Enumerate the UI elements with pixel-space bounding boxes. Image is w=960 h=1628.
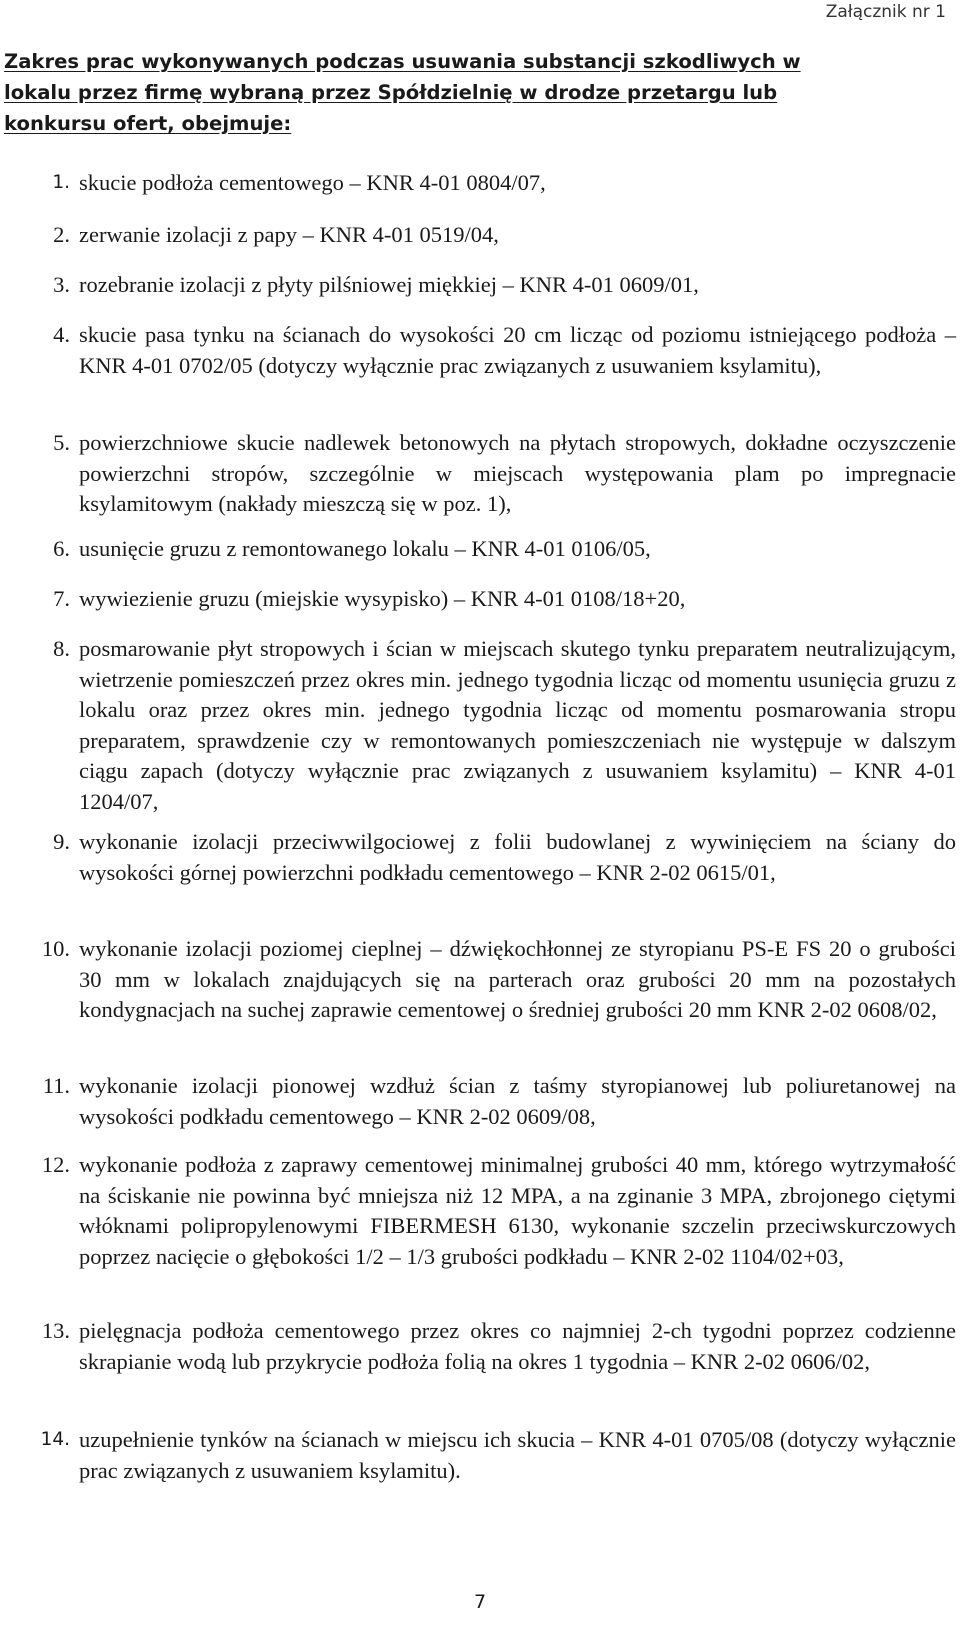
list-item-number: 4. (53, 322, 70, 347)
list-item-text: pielęgnacja podłoża cementowego przez okres co najmniej 2-ch tygodni poprzez codzienne skrapianie wodą lub przykrycie podłoża folią na okres 1 tygodnia – KNR 2-02 0606/02, (79, 1318, 956, 1374)
list-item-number: 1. (52, 172, 70, 193)
page-number: 7 (473, 1591, 487, 1613)
list-item-number: 9. (53, 829, 70, 854)
list-item-number: 3. (53, 272, 70, 297)
list-item-text: wykonanie podłoża z zaprawy cementowej minimalnej grubości 40 mm, którego wytrzymałość na ściskanie nie powinna być mniejsza niż 12 MPA, a na zginanie 3 MPA, zbrojonego ciętymi włóknami polipropylenowymi FIBERMESH 6130, wykonanie szczelin przeciwskurczowych poprzez nacięcie o głębokości 1/2 – 1/3 grubości podkładu – KNR 2-02 1104/02+03, (79, 1152, 956, 1269)
list-item-number: 8. (53, 636, 70, 661)
list-item-text: skucie pasa tynku na ścianach do wysokości 20 cm licząc od poziomu istniejącego podłoża – KNR 4-01 0702/05 (dotyczy wyłącznie prac związanych z usuwaniem ksylamitu), (79, 322, 956, 378)
list-item-text: skucie podłoża cementowego – KNR 4-01 0804/07, (79, 170, 546, 195)
list-item-number: 10. (41, 936, 70, 961)
attachment-label: Załącznik nr 1 (825, 2, 946, 22)
list-item-number: 11. (42, 1073, 70, 1098)
document-heading: Zakres prac wykonywanych podczas usuwania substancji szkodliwych w lokalu przez firmę wybraną przez Spółdzielnię w drodze przetargu lub konkursu ofert, obejmuje: (4, 50, 801, 135)
list-item-number: 12. (41, 1152, 70, 1177)
list-item-text: rozebranie izolacji z płyty pilśniowej miękkiej – KNR 4-01 0609/01, (79, 272, 699, 297)
list-item-text: posmarowanie płyt stropowych i ścian w miejscach skutego tynku preparatem neutralizującym, wietrzenie pomieszczeń przez okres min. jednego tygodnia licząc od momentu usunięcia gruzu z lokalu oraz przez okres min. jednego tygodnia licząc od momentu posmarowania stropu preparatem, sprawdzenie czy w remontowanych pomieszczeniach nie występuje w dalszym ciągu zapach (dotyczy wyłącznie prac związanych z usuwaniem ksylamitu) – KNR 4-01 1204/07, (79, 636, 956, 814)
list-item-number: 14. (40, 1429, 70, 1450)
list-item-text: wykonanie izolacji poziomej cieplnej – dźwiękochłonnej ze styropianu PS-E FS 20 o grubości 30 mm w lokalach znajdujących się na parterach oraz grubości 20 mm na pozostałych kondygnacjach na suchej zaprawie cementowej o średniej grubości 20 mm KNR 2-02 0608/02, (79, 936, 956, 1022)
list-item-number: 13. (41, 1318, 70, 1343)
list-item-text: uzupełnienie tynków na ścianach w miejscu ich skucia – KNR 4-01 0705/08 (dotyczy wyłącznie prac związanych z usuwaniem ksylamitu). (79, 1427, 956, 1483)
list-item-number: 7. (53, 586, 70, 611)
list-item-text: wykonanie izolacji przeciwwilgociowej z folii budowlanej z wywinięciem na ściany do wysokości górnej powierzchni podkładu cementowego – KNR 2-02 0615/01, (79, 829, 956, 885)
list-item-text: wykonanie izolacji pionowej wzdłuż ścian z taśmy styropianowej lub poliuretanowej na wysokości podkładu cementowego – KNR 2-02 0609/08, (79, 1073, 956, 1129)
list-item-text: wywiezienie gruzu (miejskie wysypisko) – KNR 4-01 0108/18+20, (79, 586, 686, 611)
list-item-number: 5. (53, 430, 70, 455)
list-item-text: powierzchniowe skucie nadlewek betonowych na płytach stropowych, dokładne oczyszczenie powierzchni stropów, szczególnie w miejscach występowania plam po impregnacie ksylamitowym (nakłady mieszczą się w poz. 1), (79, 430, 956, 516)
list-item-text: usunięcie gruzu z remontowanego lokalu – KNR 4-01 0106/05, (79, 536, 651, 561)
list-item-text: zerwanie izolacji z papy – KNR 4-01 0519/04, (79, 222, 499, 247)
list-item-number: 6. (53, 536, 70, 561)
list-item-number: 2. (53, 222, 70, 247)
